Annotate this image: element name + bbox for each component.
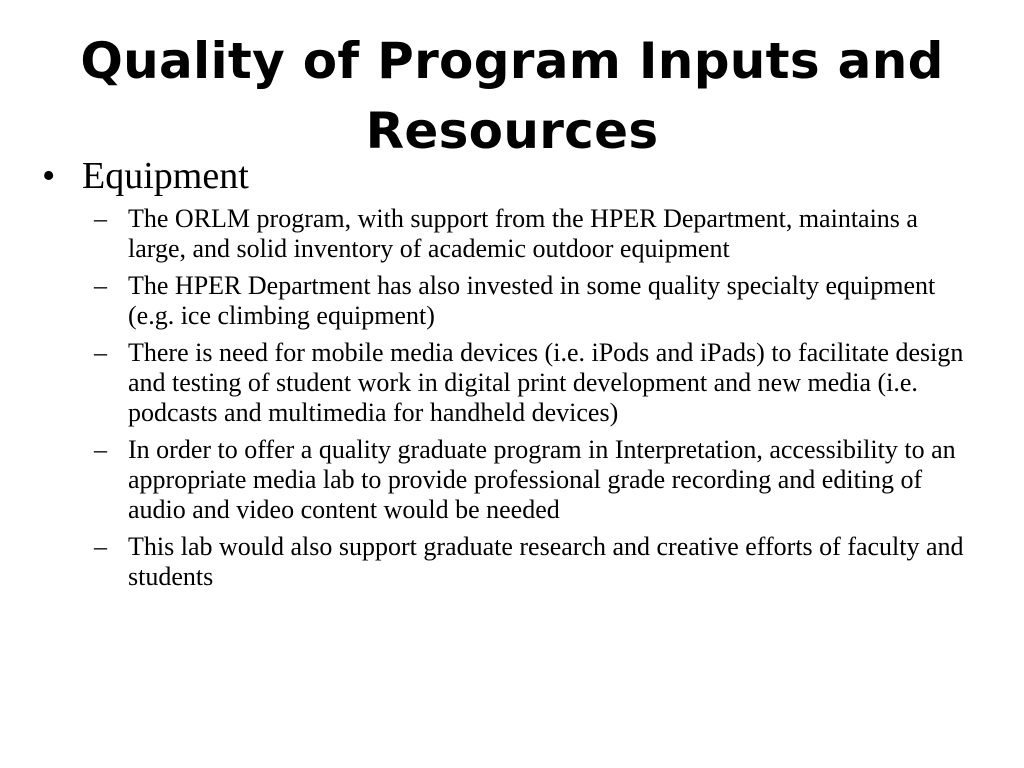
sub-bullet-item bbox=[94, 532, 982, 592]
sub-bullet-item bbox=[94, 271, 982, 331]
sub-bullet-item bbox=[94, 435, 982, 525]
main-bullet-text: Equipment bbox=[82, 155, 249, 197]
sub-bullet-item bbox=[94, 204, 982, 264]
sub-bullet-text: The HPER Department has also invested in some quality specialty equipment (e.g. ice climbing equipment) bbox=[128, 271, 936, 330]
slide-title: Quality of Program Inputs and Resources bbox=[80, 32, 944, 160]
dash-marker: – bbox=[94, 338, 107, 367]
dash-marker: – bbox=[94, 204, 107, 233]
dash-marker: – bbox=[94, 532, 107, 561]
main-bullet-item bbox=[42, 152, 982, 200]
dash-marker: – bbox=[94, 435, 107, 464]
sub-bullet-text: There is need for mobile media devices (i.e. iPods and iPads) to facilitate design and testing of student work in digital print development and new media (i.e. podcasts and multimedia for handheld devices) bbox=[128, 338, 964, 427]
bullet-marker: • bbox=[42, 155, 56, 197]
sub-bullet-list bbox=[94, 204, 982, 592]
dash-marker: – bbox=[94, 271, 107, 300]
sub-bullet-text: This lab would also support graduate research and creative efforts of faculty and students bbox=[128, 532, 964, 591]
sub-bullet-text: In order to offer a quality graduate program in Interpretation, accessibility to an appropriate media lab to provide professional grade recording and editing of audio and video content would be needed bbox=[128, 435, 956, 524]
sub-bullet-item bbox=[94, 338, 982, 428]
sub-bullet-text: The ORLM program, with support from the HPER Department, maintains a large, and solid inventory of academic outdoor equipment bbox=[128, 204, 918, 263]
slide-content bbox=[42, 152, 982, 599]
